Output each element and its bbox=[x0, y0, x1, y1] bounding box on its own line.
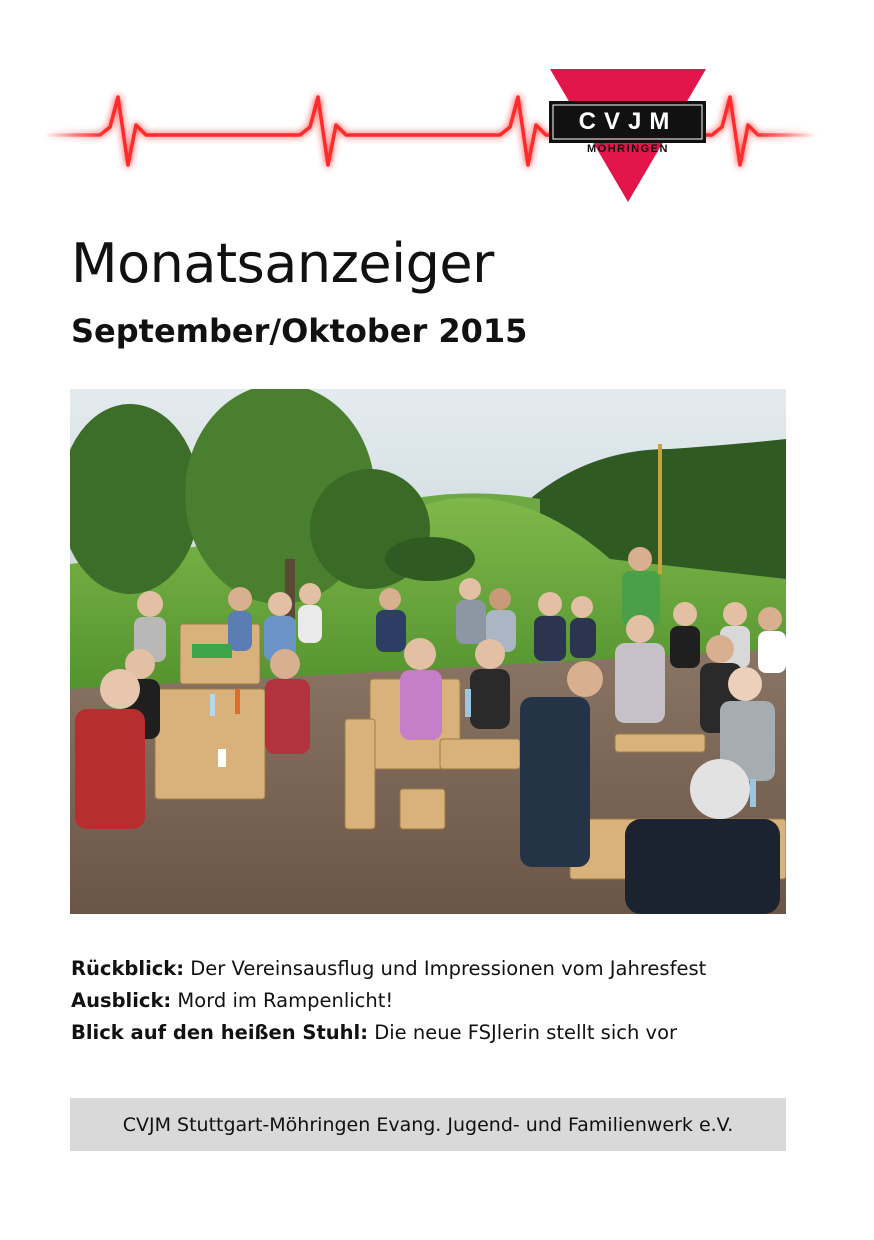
teaser-rueckblick bbox=[71, 953, 831, 985]
teaser-text: Der Vereinsausflug und Impressionen vom Jahresfest bbox=[184, 957, 707, 980]
footer-text: CVJM Stuttgart-Möhringen Evang. Jugend- und Familienwerk e.V. bbox=[122, 1113, 734, 1136]
logo-location-text: MÖHRINGEN bbox=[587, 143, 669, 155]
outdoor-picnic-photo-icon bbox=[70, 389, 786, 914]
teaser-list bbox=[71, 953, 831, 1049]
page-title: Monatsanzeiger bbox=[71, 232, 494, 295]
teaser-heisser-stuhl bbox=[71, 1017, 831, 1049]
heartbeat-logo-icon bbox=[0, 55, 874, 215]
teaser-label: Ausblick: bbox=[71, 989, 172, 1012]
teaser-text: Mord im Rampenlicht! bbox=[171, 989, 394, 1012]
footer-bar bbox=[70, 1098, 786, 1151]
header-logo-area bbox=[0, 55, 874, 215]
teaser-text: Die neue FSJlerin stellt sich vor bbox=[368, 1021, 678, 1044]
teaser-label: Blick auf den heißen Stuhl: bbox=[71, 1021, 369, 1044]
group-photo bbox=[70, 389, 786, 914]
logo-brand-text: CVJM bbox=[578, 108, 678, 135]
page-subtitle: September/Oktober 2015 bbox=[71, 312, 528, 350]
teaser-label: Rückblick: bbox=[71, 957, 185, 980]
teaser-ausblick bbox=[71, 985, 831, 1017]
